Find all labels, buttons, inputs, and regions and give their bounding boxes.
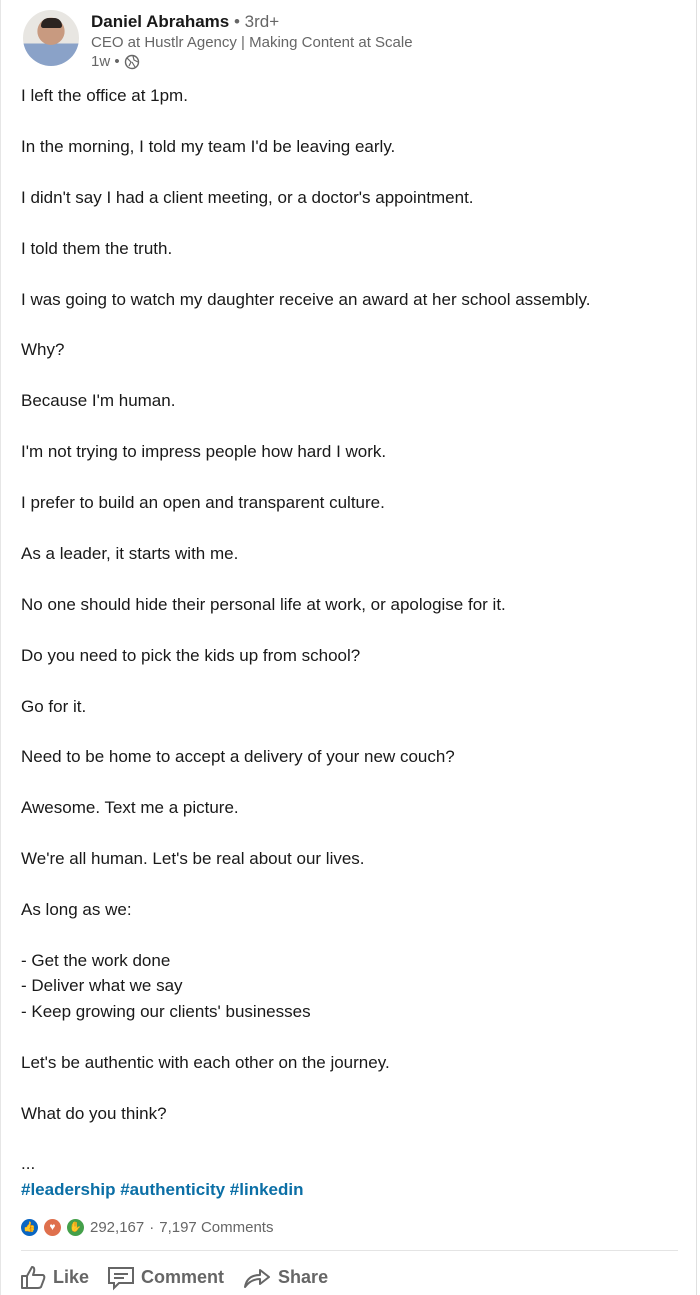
- connection-degree: • 3rd+: [233, 12, 280, 31]
- blank-line: [21, 312, 590, 337]
- action-bar: [19, 1260, 328, 1294]
- post-body: [21, 83, 590, 1202]
- comment-count[interactable]: 7,197 Comments: [159, 1219, 274, 1236]
- post-text-line: ...: [21, 1154, 36, 1174]
- comment-button[interactable]: [107, 1260, 224, 1294]
- author-headline: CEO at Hustlr Agency | Making Content at Scale: [91, 34, 413, 51]
- post-text-line: - Keep growing our clients' businesses: [21, 1001, 311, 1021]
- post-text-line: Go for it.: [21, 696, 87, 716]
- hashtags[interactable]: #leadership #authenticity #linkedin: [21, 1179, 304, 1199]
- post-text-line: I left the office at 1pm.: [21, 86, 188, 105]
- post-text-line: I'm not trying to impress people how hard I work.: [21, 442, 387, 462]
- blank-line: [21, 821, 590, 846]
- love-reaction-icon: ♥: [44, 1219, 61, 1236]
- author-avatar[interactable]: [23, 10, 79, 66]
- post-text-line: Awesome. Text me a picture.: [21, 798, 239, 818]
- post-text-line: In the morning, I told my team I'd be leaving early.: [21, 136, 396, 156]
- thumbs-up-icon: [19, 1263, 47, 1291]
- post-header: [23, 10, 413, 71]
- blank-line: [21, 668, 590, 693]
- blank-line: [21, 617, 590, 642]
- post-text-line: No one should hide their personal life at work, or apologise for it.: [21, 594, 506, 614]
- blank-line: [21, 872, 590, 897]
- comment-label: Comment: [141, 1266, 225, 1287]
- post-text-line: Why?: [21, 340, 65, 360]
- blank-line: [21, 1075, 590, 1100]
- blank-line: [21, 515, 590, 540]
- post-text-line: I was going to watch my daughter receive an award at her school assembly.: [21, 289, 591, 309]
- support-reaction-icon: ✋: [67, 1219, 84, 1236]
- share-label: Share: [278, 1266, 329, 1287]
- post-text-line: I didn't say I had a client meeting, or a doctor's appointment.: [21, 187, 474, 207]
- blank-line: [21, 159, 590, 184]
- divider: [21, 1250, 678, 1251]
- blank-line: [21, 770, 590, 795]
- post-text-line: We're all human. Let's be real about our lives.: [21, 849, 365, 869]
- blank-line: [21, 465, 590, 490]
- blank-line: [21, 363, 590, 388]
- blank-line: [21, 1126, 590, 1151]
- post-text-line: Do you need to pick the kids up from school?: [21, 645, 361, 665]
- post-text-line: Because I'm human.: [21, 391, 176, 411]
- like-button[interactable]: [19, 1260, 89, 1294]
- blank-line: [21, 1024, 590, 1049]
- post-text-line: I told them the truth.: [21, 238, 173, 258]
- post-text-line: As long as we:: [21, 900, 132, 919]
- post-text-line: - Get the work done: [21, 950, 171, 970]
- globe-icon: [124, 54, 140, 70]
- blank-line: [21, 414, 590, 439]
- post-text-line: Need to be home to accept a delivery of your new couch?: [21, 747, 455, 767]
- blank-line: [21, 922, 590, 947]
- author-name[interactable]: Daniel Abrahams: [91, 12, 230, 31]
- social-counts[interactable]: [21, 1219, 273, 1236]
- blank-line: [21, 566, 590, 591]
- separator: ·: [149, 1219, 155, 1236]
- post-text-line: As a leader, it starts with me.: [21, 543, 239, 563]
- share-icon: [242, 1263, 272, 1291]
- post-text-line: - Deliver what we say: [21, 976, 183, 996]
- post-text-line: I prefer to build an open and transparent culture.: [21, 493, 385, 512]
- blank-line: [21, 108, 590, 133]
- post-text-line: Let's be authentic with each other on the journey.: [21, 1052, 390, 1072]
- blank-line: [21, 719, 590, 744]
- blank-line: [21, 210, 590, 235]
- like-reaction-icon: 👍: [21, 1219, 38, 1236]
- reaction-count[interactable]: 292,167: [90, 1219, 145, 1236]
- comment-icon: [107, 1263, 135, 1291]
- post-text-line: What do you think?: [21, 1103, 167, 1123]
- share-button[interactable]: [242, 1260, 328, 1294]
- like-label: Like: [53, 1266, 90, 1287]
- post-time: 1w •: [91, 53, 120, 70]
- blank-line: [21, 261, 590, 286]
